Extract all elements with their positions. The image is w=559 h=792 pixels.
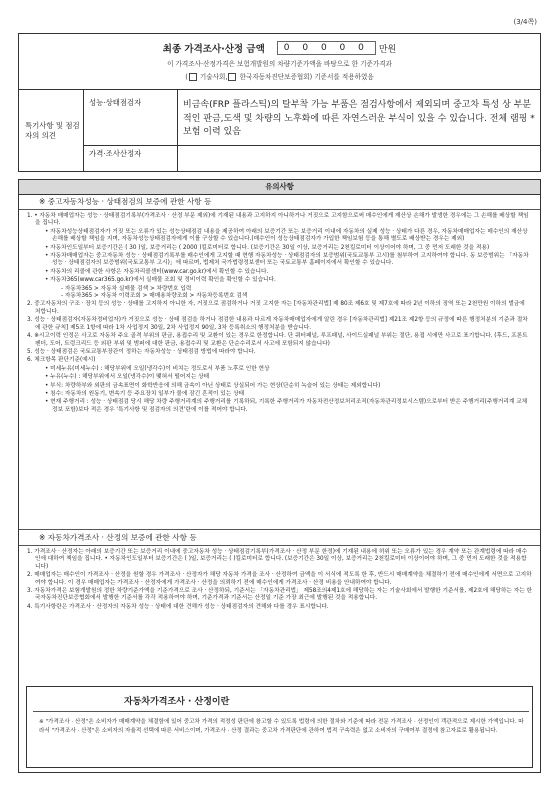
definition-box bbox=[26, 686, 533, 768]
s1-item-3: 3. 성능 · 상태점검자(자동차정비업자)가 거짓으로 성능 · 상태 점검을 하거나 점검한 내용과 다르게 자동차매매업자에게 알린 경우 [자동차관리법] 제21조 제2항 등의 규정에 따른 행정처분의 기준과 절차에 관한 규칙] 제5조 1항에 따라 1차 사업정지 30일, 2차 사업정지 90일, 3차 등록취소의 행정처분을 받습니다. bbox=[27, 317, 528, 331]
price-note-line1: 이 가격조사·산정가격은 보험개발원의 차량기준가액을 바탕으로 한 기준가격과 bbox=[167, 60, 392, 68]
s1-item-4: 4. ※시고이력 인정은 사고로 자동차 주요 골격 부위의 판금, 용접수리 및 교환이 있는 경우로 한정합니다. 단 쿼터패널, 루프패널, 사이드실패널 부위는 절단, 용접 시에만 사고로 표기합니다. (후드, 프론트펜더, 도어, 트렁크리드 등 외판 부위 및 범퍼에 대한 판금, 용접수리 및 교환은 단순수리로서 사고에 포함되지 않습니다) bbox=[27, 333, 528, 347]
s1-item-1: 1. • 자동차 매매업자는 성능 · 상태점검기록부(가격조사 · 산정 부문 제외)에 기재된 내용과 고지하지 아니하거나 거짓으로 고지함으로써 매수인에게 재산상 손해가 발생한 경우에는 그 손해를 배상할 책임을 집니다. bbox=[27, 213, 529, 227]
price-note-line2 bbox=[19, 71, 540, 81]
definition-title: 자동차가격조사 · 산정이란 bbox=[124, 697, 230, 707]
checkbox-kadwa[interactable] bbox=[228, 73, 236, 81]
appraiser-label: 가격·조사산정자 bbox=[84, 146, 178, 171]
s1-bullet-1: • 자동차성능상태점검자가 거짓 또는 오류가 있는 성능상태점검 내용을 제공하여 아래의 보증기간 또는 보증거리 이내에 자동차의 실제 성능 · 상태가 다른 경우, 자동차매매업자는 매수인의 재산상 손해를 배상할 책임을 지며, 자동차성능상태점검자에게 이를 구상할 수 있습니다.(매수인이 성능상태점검자가 가입한 책임보험 등을 통해 별도로 배상받는 경우는 제외) bbox=[45, 228, 528, 243]
s1-sub-1: - 자동차365 > 자동차 실매물 검색 > 차량번호 입력 bbox=[61, 285, 192, 292]
s1-sub-2: - 자동차365 > 자동차 이력조회 > 매매용차량조회 > 자동차등록번호 검색 bbox=[61, 293, 248, 300]
s1-criteria-4: • 침수: 자동차의 원동기, 변속기 등 주요장치 일부가 물에 잠긴 흔적이 있는 상태 bbox=[45, 390, 245, 397]
price-row bbox=[19, 41, 540, 55]
remarks-section-label: 특기사항 및 점검자의 의견 bbox=[19, 90, 84, 171]
section1-title: ※ 중고자동차성능 · 상태점검의 보증에 관한 사항 등 bbox=[19, 195, 540, 210]
option-kadwa-label: 한국자동차진단보증협회) 기준서를 적용하였음 bbox=[237, 73, 374, 81]
s1-criteria-1: • 미세누유(미세누수) : 해당부위에 오일(냉각수)이 비치는 정도로서 부품 노후로 인한 현상 bbox=[45, 365, 270, 372]
page-number: (3/4쪽) bbox=[513, 18, 537, 26]
section2-body bbox=[19, 546, 540, 652]
s1-bullet-5: • 자동차365(www.car365.go.kr)에서 실매물 조회 및 정비이력 확인을 확인할 수 있습니다. bbox=[45, 277, 276, 284]
definition-text: ※ "가격조사 · 산정"은 소비자가 매매계약을 체결함에 있어 중고차 가격의 적정성 판단에 참고할 수 있도록 법령에 의한 절차와 기준에 따라 전문 가격조사 · 산정인이 객관적으로 제시한 가액입니다. 따라서 "가격조사 · 산정"은 소비자의 자율적 선택에 따른 서비스이며, 가격조사 · 산정 결과는 중고차 가격판단에 관하여 법적 구속력은 없고 소비자의 구매여부 결정에 참고자료로 활용됩니다. bbox=[39, 719, 524, 734]
s2-item-1: 1. 가격조사 · 산정자는 아래의 보증기간 또는 보증거리 이내에 중고자동차 성능 · 상태점검기록부(가격조사 · 산정 부문 한정)에 기재된 내용에 허위 또는 오류가 있는 경우 계약 또는 관계법령에 따라 매수인에 대하여 책임을 집니다. • 자동차인도일부터 보증기간은 ( )일, 보증거리는 ( )킬로미터로 합니다. (보증기간은 30일 이상, 보증거리는 2천킬로미터 이상이어야 하며, 그 중 먼저 도래한 것을 적용합니다) bbox=[27, 549, 527, 570]
s1-bullet-2: • 자동차인도일부터 보증기간은 ( 30 )일, 보증거리는 ( 2000 )킬로미터로 합니다. (보증기간은 30일 이상, 보증거리는 2천킬로미터 이상이어야 하며, 그 중 먼저 도래한 것을 적용) bbox=[45, 244, 490, 251]
inspector-label: 성능·상태점검자 bbox=[84, 90, 178, 146]
checkbox-engineering-society[interactable] bbox=[189, 73, 197, 81]
inspector-opinion-field[interactable]: 비금속(FRP 플라스틱)의 탈부착 가능 부품은 점검사항에서 제외되며 중고차 특성 상 부분적인 판금,도색 및 차량의 노후화에 따른 자연스러운 부식이 있을 수 있습니다. 전체 램핑 *보험 이력 있음 bbox=[178, 90, 541, 146]
s1-item-6: 6. 체크항목 판단기준(예시) bbox=[27, 357, 96, 364]
price-title: 최종 가격조사·산정 금액 bbox=[162, 44, 265, 55]
price-unit: 만원 bbox=[378, 44, 397, 55]
s2-item-3: 3. 자동차가격은 보험개발원의 정한 차량기준가액을 기준가격으로 조사 · 산정하되, 기준서는 「자동차관리법」 제58조의4제1호에 해당하는 자는 기술사회에서 발행한 기준서를, 제2호에 해당하는 자는 한국자동차진단보증협회에서 발행한 기준서를 각각 적용하여야 하며, 기준가격과 기준서는 산정일 기준 가장 최근에 발행된 것을 적용합니다. bbox=[27, 588, 533, 602]
appraiser-opinion-field[interactable] bbox=[178, 146, 541, 171]
s1-item-2: 2. 중고자동차의 구조 · 장치 등의 성능 · 상태를 고지하지 아니한 자, 거짓으로 점검하거나 거짓 고지한 자는 [자동차관리법] 제 80조 제6호 및 제7호에 따라 2년 이하의 징역 또는 2천만원 이하의 벌금에 처합니다. bbox=[27, 301, 525, 315]
price-amount-field[interactable]: 0 0 0 0 0 bbox=[277, 41, 376, 55]
notice-header: 유의사항 bbox=[19, 180, 540, 195]
section2-title: ※ 자동차가격조사 · 산정의 보증에 관한 사항 등 bbox=[19, 531, 540, 546]
s2-item-2: 2. 매매업자는 매수인이 가격조사 · 산정을 원할 경우 가격조사 · 산정자가 해당 자동차 가격을 조사 · 산정하여 금액을 이 서식에 적도록 한 후, 반드시 매매계약을 체결하기 전에 매수인에게 서면으로 고지하여야 합니다. 이 경우 매매업자는 가격조사 · 산정자에게 가격조사 · 산정을 의뢰하기 전에 매수인에게 가격조사 · 산정 비용을 안내하여야 합니다. bbox=[27, 572, 532, 586]
remarks-table bbox=[18, 90, 541, 172]
s1-bullet-4: • 자동차의 리콜에 관한 사항은 자동차리콜센터(www.car.go.kr)에서 확인할 수 있습니다. bbox=[45, 268, 269, 275]
s1-bullet-3: • 자동차매매업자는 중고자동차 성능 · 상태점검기록부를 매수인에게 고지할 때 현행 자동차성능 · 상태점검자의 보증범위(국토교통부 고시)를 첨부하여 고지하여야 합니다. 동 보증범위는 「자동차성능 · 상태점검자의 보증범위(국토교통부 고시)」에 따르며, 법제처 국가법령정보센터 또는 국토교통부 홈페이지에서 확인할 수 있습니다. bbox=[45, 253, 529, 267]
s1-criteria-5: • 현재 주행거리 : 성능 · 상태점검 당시 해당 차량 주행거리계의 주행거리를 기록하되, 기록한 주행거리가 자동차전산정보처리조직(자동차관리정보시스템)으로부터 받은 주행거리(주행거리계 교체 정보 포함)보다 적은 경우 '특기사항 및 점검자의 의견'란에 이를 적어야 합니다. bbox=[45, 399, 528, 413]
notice-box bbox=[18, 179, 541, 773]
definition-divider bbox=[33, 711, 529, 712]
note-paren: ( bbox=[185, 73, 188, 81]
section1-body bbox=[19, 210, 540, 530]
option-engineering-society-label: 기술사회, bbox=[197, 73, 228, 81]
s1-criteria-3: • 부식: 차량하부와 외판의 금속표면이 화학반응에 의해 금속이 아닌 상태로 상실되어 가는 현상(단순히 녹슬어 있는 상태는 제외합니다) bbox=[45, 382, 381, 389]
s2-item-4: 4. 특기사항란은 가격조사 · 산정자의 자동차 성능 · 상태에 대한 견해가 성능 · 상태점검자의 견해와 다를 경우 표시합니다. bbox=[27, 603, 329, 610]
s1-criteria-2: • 누유(누수) : 해당부위에서 오일(냉각수)이 맺혀서 떨어지는 상태 bbox=[45, 374, 210, 381]
s1-item-5: 5. 성능 · 상태점검은 국토교통부장관이 정하는 자동차성능 · 상태점검 방법에 따라야 합니다. bbox=[27, 348, 256, 355]
final-price-section bbox=[18, 33, 541, 90]
